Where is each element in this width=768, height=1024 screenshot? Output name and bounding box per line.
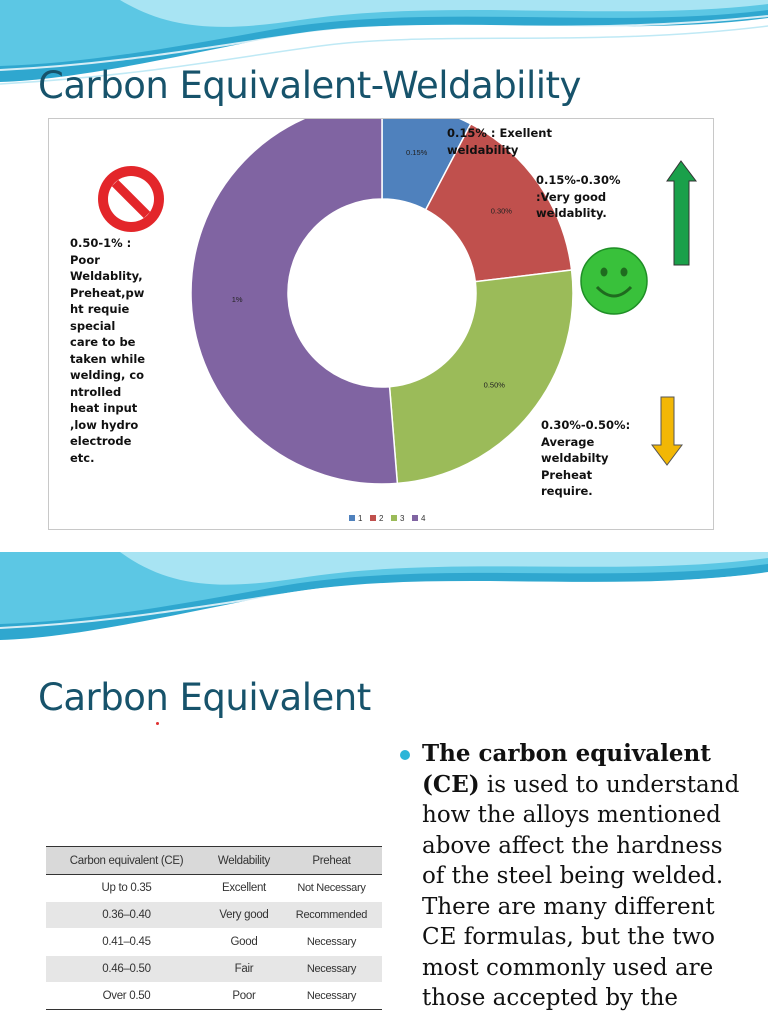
table-cell: Over 0.50 [46,983,207,1010]
table-cell: Poor [207,983,281,1010]
slide-title: Carbon Equivalent [38,676,371,719]
slide-title: Carbon Equivalent-Weldability [38,64,581,107]
slide-carbon-equivalent [0,552,768,1024]
table-cell: Very good [207,902,281,929]
table-row [46,929,382,956]
donut-data-label: 0.50% [483,380,505,390]
legend-swatch [412,515,418,521]
arrow-down-icon [652,397,682,465]
donut-slices [191,119,573,484]
annotation-very-good: 0.15%-0.30% :Very good weldablity. [536,173,621,220]
smiley-face-icon [581,248,647,314]
legend-swatch [391,515,397,521]
table-cell: 0.46–0.50 [46,956,207,983]
table-cell: Necessary [281,929,382,956]
table-cell: Recommended [281,902,382,929]
red-dot-mark [156,722,159,725]
legend-label: 2 [379,514,384,523]
donut-data-label: 0.30% [490,206,512,216]
annotation-poor: 0.50-1% : Poor Weldablity, Preheat,pw ht requie special care to be taken while welding, co ntrolled heat input ,low hydro electrode etc. [70,236,146,465]
bullet-paragraph [422,739,752,1014]
table-cell: Fair [207,956,281,983]
column-header: Weldability [207,847,281,875]
legend-label: 3 [400,514,405,523]
donut-data-label: 0.15% [406,148,428,158]
bullet-body-text: is used to understand how the alloys mentioned above affect the hardness of the steel being welded. There are many different CE formulas, but the two most commonly used are those accepted by the [422,771,740,1011]
header-swoosh-decoration [0,552,768,642]
no-entry-icon [98,166,164,232]
legend-label: 4 [421,514,426,523]
table-cell: Necessary [281,956,382,983]
table-row [46,956,382,983]
column-header: Preheat [281,847,382,875]
donut-data-label: 1% [231,294,243,304]
chart-legend [349,514,426,523]
table-cell: Excellent [207,875,281,902]
ce-weldability-table [46,846,382,1010]
table-cell: Up to 0.35 [46,875,207,902]
table-cell: 0.41–0.45 [46,929,207,956]
table-row [46,902,382,929]
table-header-row [46,847,382,875]
column-header: Carbon equivalent (CE) [46,847,207,875]
table-cell: Good [207,929,281,956]
chart-frame [48,118,714,530]
bullet-bold-term: The carbon equivalent (CE) [422,740,711,798]
legend-swatch [349,515,355,521]
table-row [46,875,382,902]
arrow-up-icon [667,161,696,265]
table-cell: Necessary [281,983,382,1010]
table-row [46,983,382,1010]
table-cell: Not Necessary [281,875,382,902]
donut-slice-4 [191,119,397,484]
annotation-excellent: 0.15% : Exellent weldability [447,126,552,157]
legend-swatch [370,515,376,521]
table-cell: 0.36–0.40 [46,902,207,929]
legend-label: 1 [358,514,363,523]
bullet-dot-icon [400,750,410,760]
annotation-average: 0.30%-0.50%: Average weldabilty Preheat require. [541,418,631,498]
